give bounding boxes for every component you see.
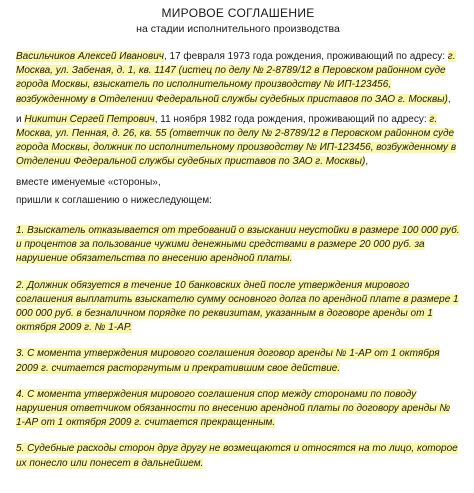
party1-tail: ,: [447, 93, 451, 105]
clause-1-text: 1. Взыскатель отказывается от требований о взыскании неустойки в размере 100 000 руб. и процентов за пользование чужими денежными средствами в размере 20 000 руб. за нарушение обязательства по внесению арендной платы.: [16, 225, 460, 265]
parties-together: вместе именуемые «стороны»,: [16, 176, 161, 188]
clause-4: [16, 388, 460, 431]
clause-1: [16, 224, 460, 267]
document-title: МИРОВОЕ СОГЛАШЕНИЕ: [161, 6, 315, 20]
party2-paragraph: [16, 113, 460, 170]
party2-details: , 11 ноября 1982 года рождения, проживающий по адресу:: [154, 113, 427, 125]
clause-5-text: 5. Судебные расходы сторон друг другу не возмещаются и относятся на то лицо, которое их понесло или понесет в дальнейшем.: [16, 443, 458, 469]
clause-2: [16, 279, 460, 336]
clause-3-text: 3. С момента утверждения мирового соглашения договор аренды № 1-АР от 1 октября 2009 г. считается расторгнутым и прекратившим свое действие.: [16, 348, 440, 374]
party1-paragraph: [16, 50, 460, 107]
party2-address: г. Москва, ул. Пенная, д. 26, кв. 55 (ответчик по делу № 2-8789/12 в Перовском районном суде города Москвы, должник по исполнительному производству № ИП-123456, возбужденному в Отделении Федеральной службы судебных приставов по ЗАО г. Москвы): [16, 113, 457, 168]
party1-details: , 17 февраля 1973 года рождения, проживающий по адресу:: [163, 51, 446, 62]
party1-address: г. Москва, ул. Забеная, д. 1, кв. 1147 (истец по делу № 2-8789/12 в Перовском районном суде города Москвы, взыскатель по исполнительному производству № ИП-123456, возбужденному в Отделении Федеральной службы судебных приставов по ЗАО г. Москвы): [16, 51, 456, 105]
clause-4-text: 4. С момента утверждения мирового соглашения спор между сторонами по поводу нарушения ответчиком обязанности по внесению арендной платы по договору аренды № 1-АР от 1 октября 2009 г. считается прекращенным.: [16, 388, 451, 429]
party2-name: Никитин Сергей Петрович: [24, 113, 155, 125]
clause-2-text: 2. Должник обязуется в течение 10 банковских дней после утверждения мирового соглашения выплатить взыскателю сумму основного долга по арендной плате в размере 1 000 000 руб. в безналичном порядке по реквизитам, указанным в договоре аренды от 1 октября 2009 г. № 1-АР.: [16, 279, 459, 334]
agreed-statement: пришли к соглашению о нижеследующем:: [16, 194, 212, 206]
party2-tail: ,: [365, 156, 369, 168]
document-page: [0, 6, 474, 493]
clause-3: [16, 347, 460, 375]
document-subtitle: на стадии исполнительного производства: [136, 23, 340, 35]
clause-5: [16, 442, 460, 470]
party2-prefix: и: [16, 113, 22, 125]
party1-name: Васильчиков Алексей Иванович: [16, 51, 164, 62]
